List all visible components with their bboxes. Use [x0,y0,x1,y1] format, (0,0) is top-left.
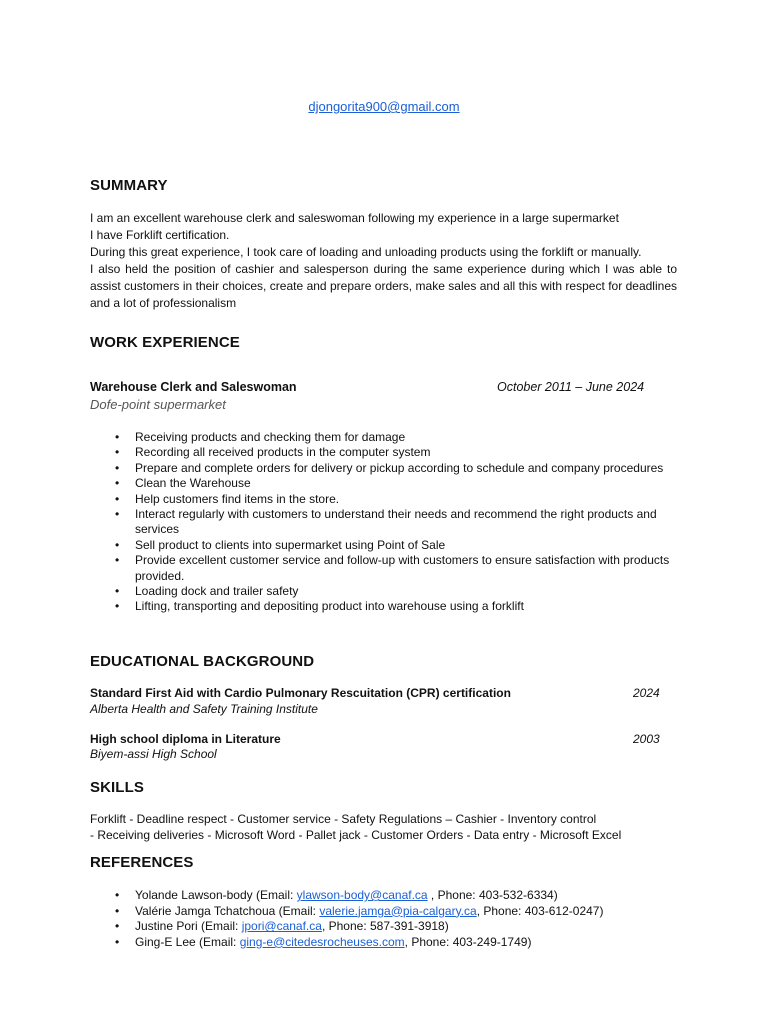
reference-phone: 403-249-1749 [452,934,528,949]
close-paren: ) [527,934,532,949]
job-dates: October 2011 – June 2024 [497,380,645,394]
summary-line-2: I have Forklift certification. [90,228,230,242]
reference-email-link[interactable]: ging-e@citedesrocheuses.com [239,934,405,949]
email-prefix: (Email: [197,919,242,934]
email-prefix: (Email: [275,903,320,918]
reference-phone: 403-532-6334 [478,888,554,902]
separator: , [476,903,484,918]
skills-heading: SKILLS [90,779,144,796]
skills-line-2: - Receiving deliveries - Microsoft Word - Pallet jack - Customer Orders - Data entry - Microsoft Excel [90,827,622,842]
list-item: • Sell product to clients into supermarket using Point of Sale [90,538,670,553]
close-paren: ) [599,903,604,918]
education-2-institution: Biyem-assi High School [90,747,217,761]
summary-line-4: I also held the position of cashier and salesperson during the same experience during which I was able to assist customers in their choices, create and prepare orders, make sales and all this with respect for deadlines and a lot of professionalism [90,262,677,310]
skills-text [90,812,690,843]
reference-name: Yolande Lawson-body [135,888,253,902]
reference-item [90,935,690,951]
summary-text [90,210,677,312]
phone-prefix: Phone: [411,934,453,949]
summary-heading: SUMMARY [90,177,168,194]
list-item: • Loading dock and trailer safety [90,584,670,599]
education-1-institution: Alberta Health and Safety Training Institute [90,702,318,716]
reference-name: Justine Pori [135,919,198,934]
reference-email-link[interactable]: valerie.jamga@pia-calgary.ca [319,903,477,918]
list-item: • Clean the Warehouse [90,476,670,491]
separator: , [404,934,412,949]
email-prefix: (Email: [252,888,297,902]
list-item: • Prepare and complete orders for delivery or pickup according to schedule and company procedures [90,461,670,476]
reference-phone: 587-391-3918 [370,919,445,934]
reference-item [90,919,690,935]
phone-prefix: Phone: [483,903,525,918]
reference-phone: 403-612-0247 [524,903,600,918]
close-paren: ) [444,919,449,934]
summary-line-3: During this great experience, I took care of loading and unloading products using the forklift or manually. [90,245,642,259]
phone-prefix: Phone: [437,888,479,902]
reference-email-link[interactable]: ylawson-body@canaf.ca [296,888,428,902]
references-heading: REFERENCES [90,854,194,871]
work-heading: WORK EXPERIENCE [90,334,240,351]
list-item: • Help customers find items in the store. [90,492,670,507]
list-item: • Lifting, transporting and depositing product into warehouse using a forklift [90,599,670,614]
list-item: • Interact regularly with customers to understand their needs and recommend the right products and services [90,507,670,538]
contact-email-link[interactable]: djongorita900@gmail.com [308,99,460,114]
close-paren: ) [553,888,558,902]
job-duties-list [90,430,670,615]
reference-item [90,904,690,920]
summary-line-1: I am an excellent warehouse clerk and saleswoman following my experience in a large supermarket [90,211,619,225]
education-heading: EDUCATIONAL BACKGROUND [90,653,315,670]
education-1-title: Standard First Aid with Cardio Pulmonary Rescuitation (CPR) certification [90,686,511,700]
phone-prefix: Phone: [328,919,370,934]
skills-line-1: Forklift - Deadline respect - Customer service - Safety Regulations – Cashier - Inventory control [90,812,597,826]
education-2-year: 2003 [633,732,660,746]
separator: , [321,919,329,934]
reference-name: Valérie Jamga Tchatchoua [135,903,276,918]
separator: , [427,888,438,902]
education-1-year: 2024 [633,686,660,700]
reference-email-link[interactable]: jpori@canaf.ca [241,919,322,934]
list-item: • Recording all received products in the computer system [90,445,670,460]
contact-email-line [0,99,768,114]
reference-name: Ging-E Lee [135,934,196,949]
education-2-title: High school diploma in Literature [90,732,281,746]
list-item: • Receiving products and checking them for damage [90,430,670,445]
reference-item [90,888,690,904]
job-title: Warehouse Clerk and Saleswoman [90,380,297,394]
list-item: • Provide excellent customer service and follow-up with customers to ensure satisfaction with products provided. [90,553,670,584]
job-company: Dofe-point supermarket [90,397,226,412]
email-prefix: (Email: [195,934,240,949]
references-list [90,888,690,950]
